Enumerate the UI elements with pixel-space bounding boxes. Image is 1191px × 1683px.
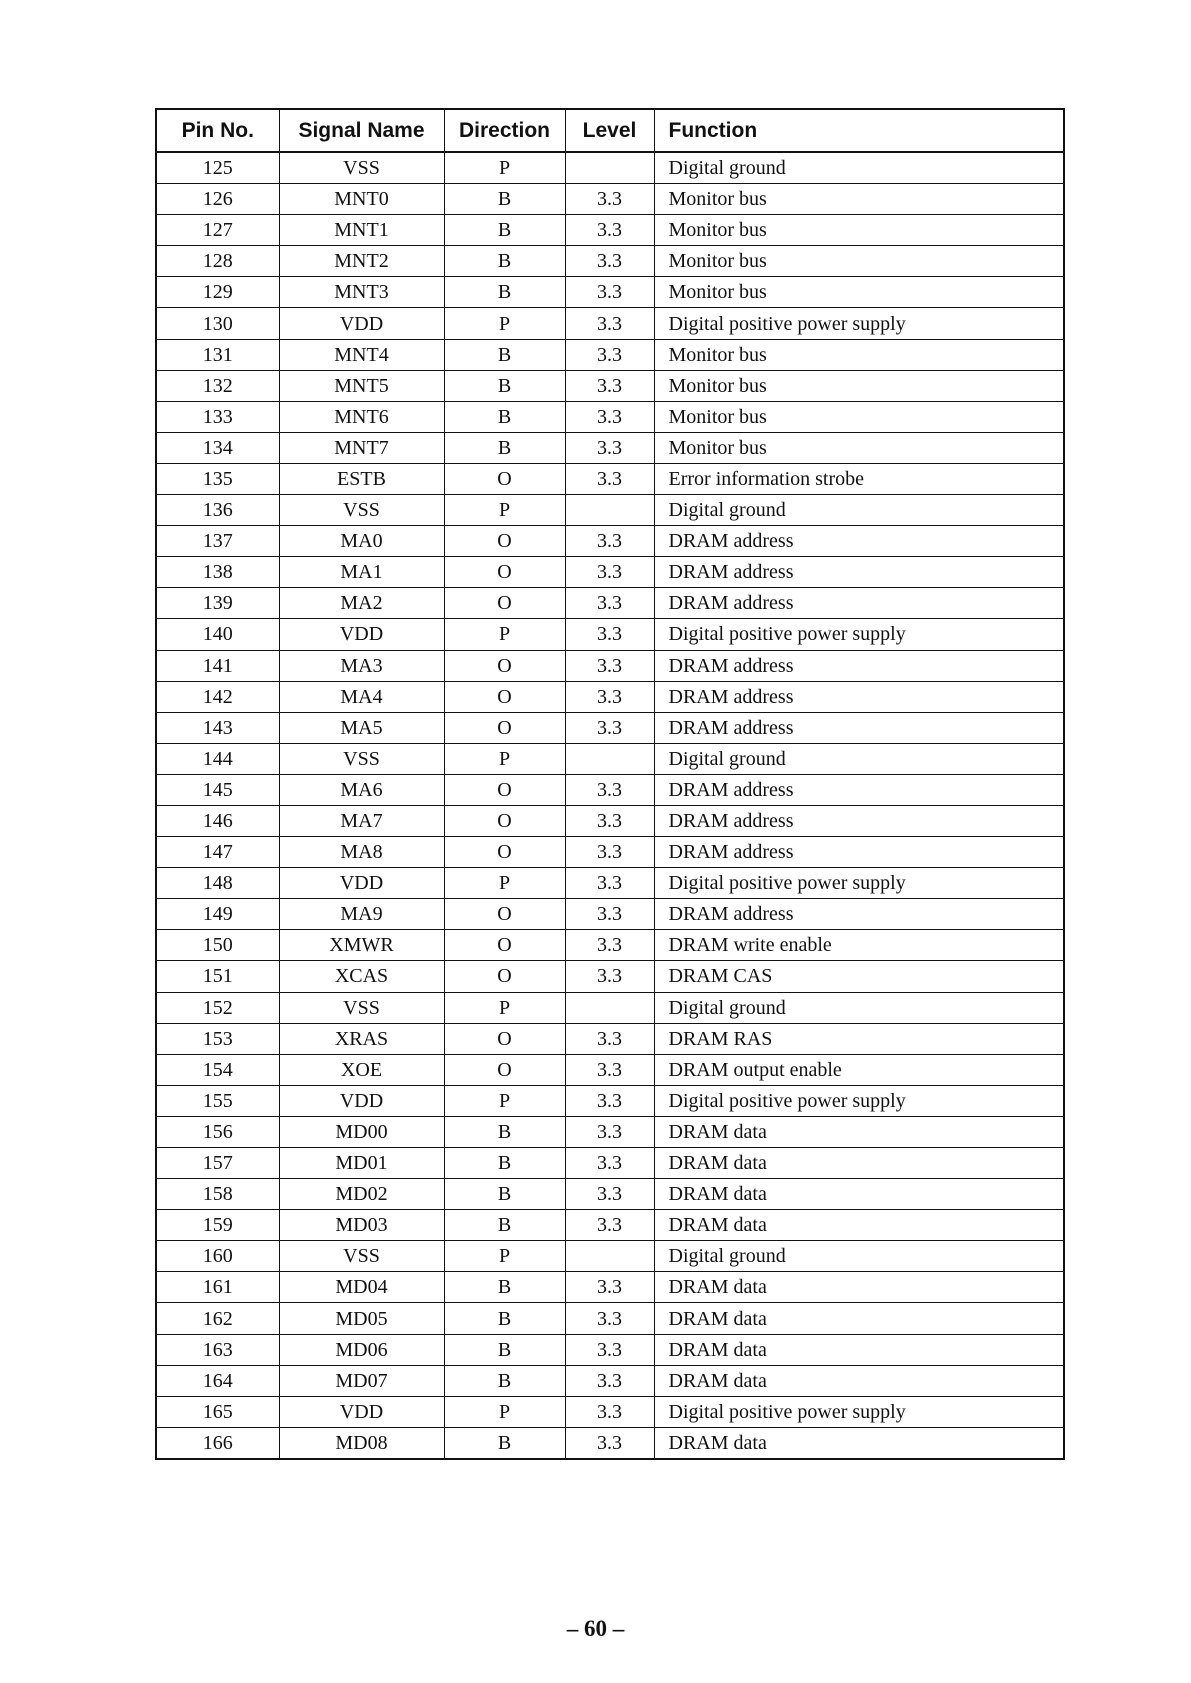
cell-direction: P — [444, 619, 565, 650]
cell-pin-no: 159 — [156, 1210, 279, 1241]
table-row — [156, 308, 1064, 339]
cell-level: 3.3 — [565, 961, 654, 992]
cell-pin-no: 140 — [156, 619, 279, 650]
cell-signal-name: MD05 — [279, 1303, 444, 1334]
table-row — [156, 930, 1064, 961]
table-row — [156, 495, 1064, 526]
header-direction: Direction — [444, 109, 565, 152]
cell-direction: O — [444, 774, 565, 805]
cell-level — [565, 743, 654, 774]
cell-function: DRAM data — [654, 1365, 1064, 1396]
cell-function: DRAM data — [654, 1148, 1064, 1179]
cell-level: 3.3 — [565, 1179, 654, 1210]
table-row — [156, 432, 1064, 463]
cell-signal-name: MA4 — [279, 681, 444, 712]
pin-table — [155, 108, 1065, 1460]
cell-level: 3.3 — [565, 1210, 654, 1241]
cell-level: 3.3 — [565, 308, 654, 339]
cell-level: 3.3 — [565, 401, 654, 432]
cell-level: 3.3 — [565, 557, 654, 588]
table-row — [156, 557, 1064, 588]
cell-level: 3.3 — [565, 432, 654, 463]
cell-level: 3.3 — [565, 463, 654, 494]
cell-pin-no: 142 — [156, 681, 279, 712]
cell-direction: O — [444, 712, 565, 743]
cell-function: DRAM CAS — [654, 961, 1064, 992]
cell-function: Digital ground — [654, 152, 1064, 184]
cell-level: 3.3 — [565, 246, 654, 277]
cell-level: 3.3 — [565, 184, 654, 215]
cell-function: DRAM data — [654, 1210, 1064, 1241]
cell-signal-name: MA8 — [279, 837, 444, 868]
cell-pin-no: 130 — [156, 308, 279, 339]
cell-signal-name: VDD — [279, 1085, 444, 1116]
cell-function: DRAM address — [654, 899, 1064, 930]
cell-level: 3.3 — [565, 277, 654, 308]
cell-pin-no: 157 — [156, 1148, 279, 1179]
cell-signal-name: VSS — [279, 152, 444, 184]
cell-pin-no: 126 — [156, 184, 279, 215]
cell-function: Digital positive power supply — [654, 1085, 1064, 1116]
table-row — [156, 588, 1064, 619]
cell-function: DRAM address — [654, 681, 1064, 712]
cell-pin-no: 139 — [156, 588, 279, 619]
cell-level: 3.3 — [565, 1148, 654, 1179]
cell-signal-name: XMWR — [279, 930, 444, 961]
cell-pin-no: 137 — [156, 526, 279, 557]
cell-signal-name: VSS — [279, 1241, 444, 1272]
table-row — [156, 650, 1064, 681]
cell-level: 3.3 — [565, 1054, 654, 1085]
table-row — [156, 868, 1064, 899]
cell-direction: B — [444, 215, 565, 246]
cell-direction: B — [444, 1179, 565, 1210]
cell-level: 3.3 — [565, 837, 654, 868]
cell-direction: O — [444, 681, 565, 712]
table-row — [156, 837, 1064, 868]
cell-signal-name: MA2 — [279, 588, 444, 619]
cell-direction: P — [444, 1085, 565, 1116]
cell-signal-name: VSS — [279, 992, 444, 1023]
table-row — [156, 1272, 1064, 1303]
cell-pin-no: 151 — [156, 961, 279, 992]
cell-signal-name: MNT5 — [279, 370, 444, 401]
table-row — [156, 1334, 1064, 1365]
cell-signal-name: MNT1 — [279, 215, 444, 246]
cell-function: DRAM address — [654, 837, 1064, 868]
cell-level: 3.3 — [565, 619, 654, 650]
cell-level: 3.3 — [565, 370, 654, 401]
cell-pin-no: 135 — [156, 463, 279, 494]
cell-pin-no: 166 — [156, 1427, 279, 1459]
header-pin-no: Pin No. — [156, 109, 279, 152]
cell-level: 3.3 — [565, 215, 654, 246]
cell-level: 3.3 — [565, 868, 654, 899]
cell-direction: B — [444, 401, 565, 432]
cell-signal-name: VSS — [279, 495, 444, 526]
cell-pin-no: 148 — [156, 868, 279, 899]
cell-function: Digital ground — [654, 992, 1064, 1023]
cell-direction: O — [444, 1054, 565, 1085]
cell-direction: B — [444, 1116, 565, 1147]
cell-level — [565, 152, 654, 184]
cell-pin-no: 136 — [156, 495, 279, 526]
cell-pin-no: 164 — [156, 1365, 279, 1396]
cell-direction: O — [444, 463, 565, 494]
table-row — [156, 619, 1064, 650]
cell-signal-name: VSS — [279, 743, 444, 774]
cell-level — [565, 992, 654, 1023]
cell-signal-name: MNT6 — [279, 401, 444, 432]
table-row — [156, 370, 1064, 401]
cell-pin-no: 129 — [156, 277, 279, 308]
cell-direction: B — [444, 1334, 565, 1365]
cell-pin-no: 131 — [156, 339, 279, 370]
cell-signal-name: MA6 — [279, 774, 444, 805]
cell-direction: P — [444, 1396, 565, 1427]
cell-direction: P — [444, 1241, 565, 1272]
cell-signal-name: MD08 — [279, 1427, 444, 1459]
cell-signal-name: MD01 — [279, 1148, 444, 1179]
pin-table-container — [155, 108, 1063, 1460]
header-signal-name: Signal Name — [279, 109, 444, 152]
cell-level: 3.3 — [565, 1303, 654, 1334]
table-row — [156, 1365, 1064, 1396]
cell-pin-no: 127 — [156, 215, 279, 246]
cell-direction: P — [444, 152, 565, 184]
cell-level: 3.3 — [565, 899, 654, 930]
cell-function: Digital positive power supply — [654, 1396, 1064, 1427]
cell-function: DRAM address — [654, 712, 1064, 743]
cell-direction: O — [444, 837, 565, 868]
cell-level: 3.3 — [565, 930, 654, 961]
cell-direction: P — [444, 495, 565, 526]
cell-function: DRAM data — [654, 1303, 1064, 1334]
cell-direction: B — [444, 1272, 565, 1303]
table-row — [156, 463, 1064, 494]
table-row — [156, 712, 1064, 743]
table-row — [156, 401, 1064, 432]
table-row — [156, 152, 1064, 184]
table-row — [156, 743, 1064, 774]
cell-function: Monitor bus — [654, 339, 1064, 370]
table-row — [156, 992, 1064, 1023]
cell-pin-no: 163 — [156, 1334, 279, 1365]
cell-level: 3.3 — [565, 1365, 654, 1396]
cell-function: DRAM output enable — [654, 1054, 1064, 1085]
table-row — [156, 1179, 1064, 1210]
table-row — [156, 184, 1064, 215]
cell-signal-name: MD00 — [279, 1116, 444, 1147]
cell-level: 3.3 — [565, 681, 654, 712]
cell-signal-name: MNT4 — [279, 339, 444, 370]
cell-direction: P — [444, 868, 565, 899]
cell-level: 3.3 — [565, 1396, 654, 1427]
cell-function: DRAM data — [654, 1116, 1064, 1147]
cell-direction: B — [444, 1210, 565, 1241]
cell-direction: B — [444, 277, 565, 308]
cell-pin-no: 128 — [156, 246, 279, 277]
table-row — [156, 774, 1064, 805]
table-row — [156, 899, 1064, 930]
cell-signal-name: MNT7 — [279, 432, 444, 463]
cell-function: Monitor bus — [654, 401, 1064, 432]
cell-function: Error information strobe — [654, 463, 1064, 494]
cell-pin-no: 133 — [156, 401, 279, 432]
cell-direction: P — [444, 743, 565, 774]
cell-signal-name: MD06 — [279, 1334, 444, 1365]
cell-function: Digital positive power supply — [654, 868, 1064, 899]
cell-function: Monitor bus — [654, 277, 1064, 308]
cell-level — [565, 495, 654, 526]
cell-signal-name: VDD — [279, 868, 444, 899]
cell-pin-no: 146 — [156, 805, 279, 836]
table-row — [156, 1427, 1064, 1459]
cell-level: 3.3 — [565, 712, 654, 743]
cell-direction: O — [444, 961, 565, 992]
cell-direction: O — [444, 899, 565, 930]
cell-function: DRAM write enable — [654, 930, 1064, 961]
cell-direction: O — [444, 526, 565, 557]
cell-signal-name: MA7 — [279, 805, 444, 836]
cell-direction: B — [444, 246, 565, 277]
cell-signal-name: VDD — [279, 308, 444, 339]
cell-pin-no: 162 — [156, 1303, 279, 1334]
cell-direction: O — [444, 1023, 565, 1054]
table-row — [156, 526, 1064, 557]
cell-signal-name: MD04 — [279, 1272, 444, 1303]
table-row — [156, 1210, 1064, 1241]
table-row — [156, 1023, 1064, 1054]
cell-signal-name: MD07 — [279, 1365, 444, 1396]
table-row — [156, 1241, 1064, 1272]
cell-signal-name: MNT0 — [279, 184, 444, 215]
cell-function: Monitor bus — [654, 215, 1064, 246]
cell-pin-no: 158 — [156, 1179, 279, 1210]
cell-function: Digital ground — [654, 1241, 1064, 1272]
table-row — [156, 277, 1064, 308]
cell-direction: B — [444, 370, 565, 401]
cell-direction: B — [444, 1148, 565, 1179]
cell-level: 3.3 — [565, 1085, 654, 1116]
table-row — [156, 1085, 1064, 1116]
cell-function: DRAM data — [654, 1427, 1064, 1459]
cell-function: DRAM data — [654, 1334, 1064, 1365]
cell-function: Monitor bus — [654, 432, 1064, 463]
cell-signal-name: XOE — [279, 1054, 444, 1085]
table-body — [156, 152, 1064, 1459]
cell-signal-name: MA5 — [279, 712, 444, 743]
cell-signal-name: MA1 — [279, 557, 444, 588]
cell-function: DRAM RAS — [654, 1023, 1064, 1054]
cell-direction: B — [444, 1303, 565, 1334]
table-row — [156, 961, 1064, 992]
cell-signal-name: MD02 — [279, 1179, 444, 1210]
cell-signal-name: MA9 — [279, 899, 444, 930]
cell-pin-no: 147 — [156, 837, 279, 868]
cell-pin-no: 138 — [156, 557, 279, 588]
cell-function: Digital positive power supply — [654, 308, 1064, 339]
cell-level: 3.3 — [565, 1023, 654, 1054]
cell-direction: O — [444, 557, 565, 588]
cell-level: 3.3 — [565, 805, 654, 836]
cell-pin-no: 145 — [156, 774, 279, 805]
cell-level: 3.3 — [565, 588, 654, 619]
cell-function: DRAM data — [654, 1272, 1064, 1303]
cell-direction: B — [444, 339, 565, 370]
table-row — [156, 805, 1064, 836]
cell-level: 3.3 — [565, 1272, 654, 1303]
page-number: – 60 – — [566, 1616, 625, 1641]
cell-direction: B — [444, 432, 565, 463]
cell-function: Monitor bus — [654, 370, 1064, 401]
cell-signal-name: MA3 — [279, 650, 444, 681]
cell-level: 3.3 — [565, 526, 654, 557]
cell-pin-no: 160 — [156, 1241, 279, 1272]
table-row — [156, 1396, 1064, 1427]
cell-direction: P — [444, 992, 565, 1023]
cell-pin-no: 134 — [156, 432, 279, 463]
cell-function: Digital positive power supply — [654, 619, 1064, 650]
cell-level: 3.3 — [565, 650, 654, 681]
cell-signal-name: MA0 — [279, 526, 444, 557]
cell-direction: O — [444, 650, 565, 681]
cell-pin-no: 161 — [156, 1272, 279, 1303]
cell-signal-name: MD03 — [279, 1210, 444, 1241]
cell-pin-no: 150 — [156, 930, 279, 961]
cell-direction: O — [444, 588, 565, 619]
table-header-row — [156, 109, 1064, 152]
cell-function: DRAM address — [654, 805, 1064, 836]
cell-function: DRAM address — [654, 774, 1064, 805]
cell-function: Monitor bus — [654, 246, 1064, 277]
cell-pin-no: 132 — [156, 370, 279, 401]
cell-function: DRAM address — [654, 650, 1064, 681]
cell-direction: O — [444, 930, 565, 961]
table-row — [156, 1303, 1064, 1334]
cell-function: Digital ground — [654, 743, 1064, 774]
cell-signal-name: XCAS — [279, 961, 444, 992]
cell-direction: O — [444, 805, 565, 836]
cell-level — [565, 1241, 654, 1272]
cell-signal-name: XRAS — [279, 1023, 444, 1054]
cell-level: 3.3 — [565, 1334, 654, 1365]
cell-pin-no: 154 — [156, 1054, 279, 1085]
cell-pin-no: 125 — [156, 152, 279, 184]
cell-signal-name: VDD — [279, 619, 444, 650]
cell-function: DRAM data — [654, 1179, 1064, 1210]
cell-function: DRAM address — [654, 588, 1064, 619]
cell-function: Digital ground — [654, 495, 1064, 526]
cell-function: DRAM address — [654, 557, 1064, 588]
cell-level: 3.3 — [565, 774, 654, 805]
cell-pin-no: 156 — [156, 1116, 279, 1147]
cell-pin-no: 155 — [156, 1085, 279, 1116]
header-level: Level — [565, 109, 654, 152]
table-row — [156, 339, 1064, 370]
cell-function: DRAM address — [654, 526, 1064, 557]
cell-level: 3.3 — [565, 339, 654, 370]
table-row — [156, 1054, 1064, 1085]
cell-pin-no: 153 — [156, 1023, 279, 1054]
table-row — [156, 215, 1064, 246]
cell-function: Monitor bus — [654, 184, 1064, 215]
cell-level: 3.3 — [565, 1427, 654, 1459]
table-row — [156, 681, 1064, 712]
header-function: Function — [654, 109, 1064, 152]
cell-pin-no: 143 — [156, 712, 279, 743]
cell-pin-no: 144 — [156, 743, 279, 774]
cell-pin-no: 141 — [156, 650, 279, 681]
cell-signal-name: MNT2 — [279, 246, 444, 277]
table-row — [156, 246, 1064, 277]
table-row — [156, 1116, 1064, 1147]
cell-direction: B — [444, 1427, 565, 1459]
cell-signal-name: ESTB — [279, 463, 444, 494]
table-row — [156, 1148, 1064, 1179]
cell-pin-no: 149 — [156, 899, 279, 930]
cell-direction: P — [444, 308, 565, 339]
cell-direction: B — [444, 184, 565, 215]
cell-signal-name: VDD — [279, 1396, 444, 1427]
cell-direction: B — [444, 1365, 565, 1396]
cell-pin-no: 165 — [156, 1396, 279, 1427]
cell-pin-no: 152 — [156, 992, 279, 1023]
cell-level: 3.3 — [565, 1116, 654, 1147]
cell-signal-name: MNT3 — [279, 277, 444, 308]
